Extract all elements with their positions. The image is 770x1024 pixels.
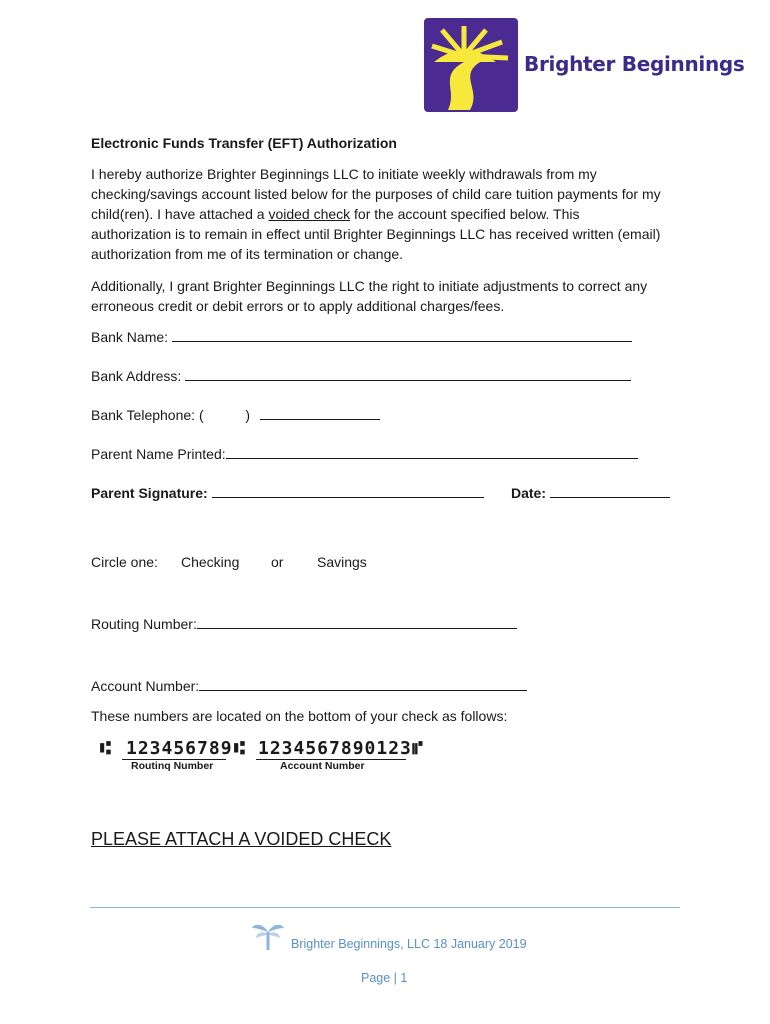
voided-check-link: voided check [268, 206, 351, 222]
bank-address-row [91, 366, 631, 386]
parent-name-label: Parent Name Printed: [91, 446, 226, 462]
parent-name-row [91, 444, 638, 464]
bank-telephone-row [91, 405, 380, 425]
form-heading: Electronic Funds Transfer (EFT) Authorization [91, 135, 397, 151]
para1-line: checking/savings account listed below for the purposes of child care tuition payments for my [91, 186, 661, 202]
parent-signature-label: Parent Signature: [91, 485, 208, 501]
para1-line [91, 204, 691, 224]
on-us-symbol-icon: ⑈ [412, 738, 424, 759]
date-label: Date: [511, 485, 547, 501]
option-checking[interactable]: Checking [181, 554, 240, 570]
adjustments-paragraph [91, 276, 691, 316]
transit-symbol-icon: ⑆ [100, 738, 112, 759]
footer-divider [90, 907, 680, 908]
brighter-beginnings-logo-icon [424, 18, 518, 112]
page-number: Page | 1 [361, 971, 408, 985]
footer-logo-icon [250, 918, 286, 952]
account-caption: Account Number [280, 760, 365, 772]
para2-line: erroneous credit or debit errors or to apply additional charges/fees. [91, 298, 505, 314]
routing-caption: Routinq Number [131, 760, 214, 772]
routing-digits: 123456789 [126, 738, 233, 759]
para2-line: Additionally, I grant Brighter Beginnings LLC the right to initiate adjustments to correct any [91, 278, 648, 294]
account-digits: 1234567890123 [258, 738, 412, 759]
bank-address-field[interactable] [185, 366, 631, 381]
parent-name-field[interactable] [226, 444, 638, 459]
option-or: or [271, 554, 284, 570]
brand-name: Brighter Beginnings [524, 52, 745, 76]
account-number-label: Account Number: [91, 678, 200, 694]
circle-one-label: Circle one: [91, 554, 158, 570]
para1-line: authorization is to remain in effect until Brighter Beginnings LLC has received written (email) [91, 226, 661, 242]
bank-telephone-field[interactable] [260, 405, 380, 420]
bank-name-row [91, 327, 632, 347]
parent-signature-row [91, 483, 484, 503]
account-number-field[interactable] [199, 676, 527, 691]
telephone-paren: ) [245, 407, 251, 423]
authorization-paragraph [91, 164, 691, 264]
para1-text: for the account specified below. This [350, 206, 580, 222]
numbers-note: These numbers are located on the bottom of your check as follows: [91, 708, 508, 724]
bank-address-label: Bank Address: [91, 368, 182, 384]
routing-number-row [91, 614, 517, 634]
routing-number-label: Routing Number: [91, 616, 197, 632]
parent-signature-field[interactable] [212, 483, 484, 498]
check-micr-example [100, 738, 440, 778]
option-savings[interactable]: Savings [317, 554, 367, 570]
date-row [511, 483, 670, 503]
account-number-row [91, 676, 527, 696]
attach-voided-check-notice: PLEASE ATTACH A VOIDED CHECK [91, 829, 392, 849]
para1-text: child(ren). I have attached a [91, 206, 269, 222]
para1-line: authorization from me of its termination or change. [91, 246, 404, 262]
bank-name-label: Bank Name: [91, 329, 169, 345]
para1-line: I hereby authorize Brighter Beginnings LLC to initiate weekly withdrawals from my [91, 166, 597, 182]
transit-symbol-icon: ⑆ [234, 738, 246, 759]
date-field[interactable] [550, 483, 670, 498]
bank-telephone-label: Bank Telephone: ( [91, 407, 204, 423]
routing-number-field[interactable] [197, 614, 517, 629]
footer-text: Brighter Beginnings, LLC 18 January 2019 [291, 937, 527, 951]
bank-name-field[interactable] [172, 327, 632, 342]
